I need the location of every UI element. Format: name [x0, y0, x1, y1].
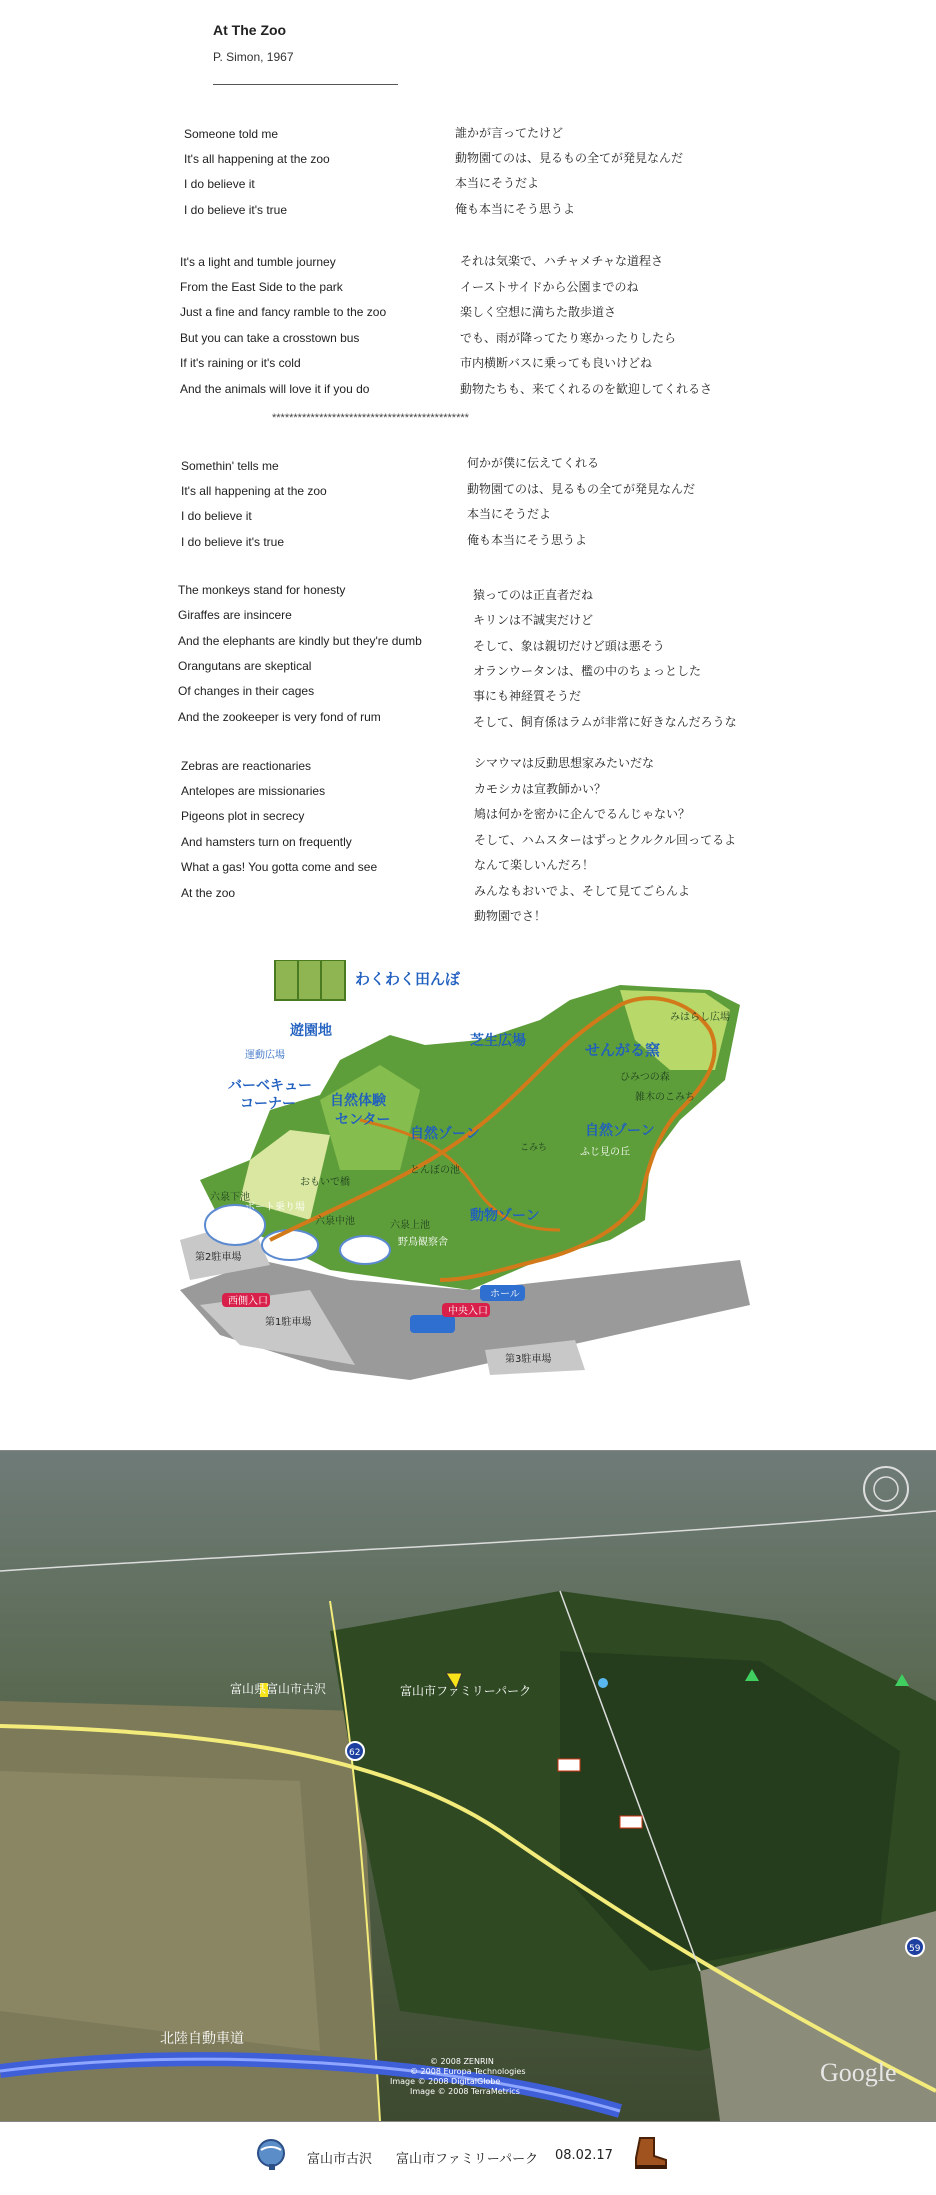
map-label: 第2駐車場	[195, 1252, 242, 1263]
lyric-en: From the East Side to the park	[180, 280, 343, 294]
route-marker-59: 59	[909, 1944, 921, 1954]
lyric-jp: なんて楽しいんだろ！	[474, 858, 595, 872]
lyric-jp: オランウータンは、檻の中のちょっとした	[473, 664, 702, 678]
map-label: おもいで橋	[300, 1177, 350, 1188]
map-label: ボート乗り場	[245, 1202, 305, 1213]
park-map	[180, 960, 760, 1405]
footer-date: 08.02.17	[555, 2148, 613, 2163]
lyric-jp: 本当にそうだよ	[467, 507, 552, 521]
lyric-en: Giraffes are insincere	[178, 608, 292, 622]
sat-credit: © 2008 ZENRIN	[430, 2057, 494, 2066]
song-credit: P. Simon, 1967	[213, 50, 294, 64]
lyric-jp: 動物たちも、来てくれるのを歓迎してくれるさ	[460, 382, 713, 396]
sat-credit: © 2008 Europa Technologies	[410, 2067, 526, 2076]
lyric-jp: 事にも神経質そうだ	[473, 689, 582, 703]
route-marker-62: 62	[349, 1748, 361, 1758]
map-label: コーナー	[240, 1096, 296, 1112]
lyric-jp: 猿ってのは正直者だね	[473, 588, 594, 602]
lyric-jp: カモシカは宣教師かい？	[474, 782, 607, 796]
lyric-en: Zebras are reactionaries	[181, 759, 312, 773]
map-label: こみち	[520, 1143, 548, 1153]
lyric-jp: それは気楽で、ハチャメチャな道程さ	[460, 254, 664, 268]
satellite-view	[0, 1450, 936, 2122]
sat-label-place2: 富山市ファミリーパーク	[400, 1684, 532, 1698]
lyric-en: I do believe it	[181, 509, 252, 523]
lyric-jp: 本当にそうだよ	[455, 176, 540, 190]
lyric-en: The monkeys stand for honesty	[178, 583, 346, 597]
map-label: 第3駐車場	[505, 1354, 552, 1365]
lyric-en: And hamsters turn on frequently	[181, 835, 352, 849]
lyric-en: Pigeons plot in secrecy	[181, 809, 305, 823]
map-label: 第1駐車場	[265, 1317, 312, 1328]
title-divider	[213, 84, 398, 85]
lyric-jp: キリンは不誠実だけど	[473, 613, 594, 627]
lyric-en: I do believe it's true	[184, 203, 288, 217]
lyric-jp: シマウマは反動思想家みたいだな	[474, 756, 655, 770]
lyric-en: Antelopes are missionaries	[181, 784, 326, 798]
map-label: ひみつの森	[620, 1072, 670, 1083]
lyric-en: At the zoo	[181, 886, 236, 900]
map-label: 自然ゾーン	[410, 1126, 480, 1142]
map-label: センター	[335, 1112, 391, 1128]
lyric-en: Someone told me	[184, 127, 279, 141]
lyric-jp: 楽しく空想に満ちた散歩道さ	[460, 305, 617, 319]
lyric-jp: 動物園てのは、見るもの全てが発見なんだ	[455, 151, 684, 165]
lyric-en: And the animals will love it if you do	[180, 382, 370, 396]
lyric-en: Just a fine and fancy ramble to the zoo	[180, 305, 387, 319]
globe-icon	[255, 2138, 289, 2172]
lyric-en: It's all happening at the zoo	[181, 484, 327, 498]
lyric-en: It's all happening at the zoo	[184, 152, 330, 166]
footer	[0, 2130, 936, 2190]
lyric-jp: 動物園でさ！	[474, 909, 547, 923]
lyric-jp: 鳩は何かを密かに企んでるんじゃない？	[474, 807, 691, 821]
sat-label-place1: 富山県富山市古沢	[230, 1682, 327, 1696]
lyric-jp: そして、象は親切だけど頭は悪そう	[473, 639, 665, 653]
song-title: At The Zoo	[213, 22, 287, 38]
boot-icon	[630, 2136, 670, 2172]
lyric-en: Of changes in their cages	[178, 684, 315, 698]
lyric-jp: イーストサイドから公園までのね	[460, 280, 639, 294]
google-logo: Google	[820, 2058, 897, 2087]
sat-credit: Image © 2008 TerraMetrics	[410, 2087, 520, 2096]
sat-credit: Image © 2008 DigitalGlobe	[390, 2077, 501, 2086]
lyric-jp: 俺も本当にそう思うよ	[467, 533, 588, 547]
map-label: 六泉中池	[315, 1216, 355, 1227]
map-label: みはらし広場	[670, 1012, 730, 1023]
map-label: 野鳥観察舎	[398, 1237, 448, 1248]
map-label: 芝生広場	[470, 1033, 526, 1049]
lyric-en: Somethin' tells me	[181, 459, 279, 473]
map-label: わくわく田んぼ	[355, 970, 461, 988]
lyric-en: But you can take a crosstown bus	[180, 331, 360, 345]
map-label: 運動広場	[245, 1050, 285, 1061]
star-divider: **********************************************	[272, 412, 469, 424]
map-label: 六泉上池	[390, 1220, 430, 1231]
map-label: バーベキュー	[228, 1078, 312, 1094]
map-label: 六泉下池	[210, 1192, 250, 1203]
map-label: 動物ゾーン	[470, 1208, 540, 1224]
map-label: 雑木のこみち	[635, 1092, 695, 1103]
lyric-jp: 市内横断バスに乗っても良いけどね	[460, 356, 653, 370]
lyric-jp: 何かが僕に伝えてくれる	[467, 456, 600, 470]
map-label: ホール	[490, 1289, 520, 1300]
lyric-en: Orangutans are skeptical	[178, 659, 312, 673]
map-label: 自然ゾーン	[585, 1123, 655, 1139]
lyric-en: If it's raining or it's cold	[180, 356, 301, 370]
sat-label-expressway: 北陸自動車道	[160, 2031, 244, 2047]
lyric-en: I do believe it	[184, 177, 255, 191]
satellite-image	[0, 1451, 936, 2121]
footer-place1: 富山市古沢	[307, 2152, 373, 2167]
lyric-en: And the zookeeper is very fond of rum	[178, 710, 381, 724]
footer-place2: 富山市ファミリーパーク	[396, 2152, 539, 2167]
lyric-jp: 動物園てのは、見るもの全てが発見なんだ	[467, 482, 696, 496]
map-label: とんぼの池	[410, 1165, 460, 1176]
map-label: 遊園地	[290, 1023, 332, 1039]
lyric-jp: 俺も本当にそう思うよ	[455, 202, 576, 216]
lyric-en: It's a light and tumble journey	[180, 255, 336, 269]
lyric-jp: 誰かが言ってたけど	[455, 126, 564, 140]
lyric-en: And the elephants are kindly but they're dumb	[178, 634, 422, 648]
lyric-jp: でも、雨が降ってたり寒かったりしたら	[460, 331, 677, 345]
lyric-en: I do believe it's true	[181, 535, 285, 549]
lyric-jp: そして、飼育係はラムが非常に好きなんだろうな	[473, 715, 737, 729]
map-label: せんがる窯	[585, 1041, 661, 1059]
lyric-jp: みんなもおいでよ、そして見てごらんよ	[474, 884, 691, 898]
map-label: 自然体験	[330, 1093, 386, 1109]
map-label: ふじ見の丘	[580, 1147, 630, 1158]
map-label: 西側入口	[228, 1296, 268, 1307]
lyric-en: What a gas! You gotta come and see	[181, 860, 378, 874]
lyric-jp: そして、ハムスターはずっとクルクル回ってるよ	[474, 833, 737, 847]
map-label: 中央入口	[448, 1306, 488, 1317]
